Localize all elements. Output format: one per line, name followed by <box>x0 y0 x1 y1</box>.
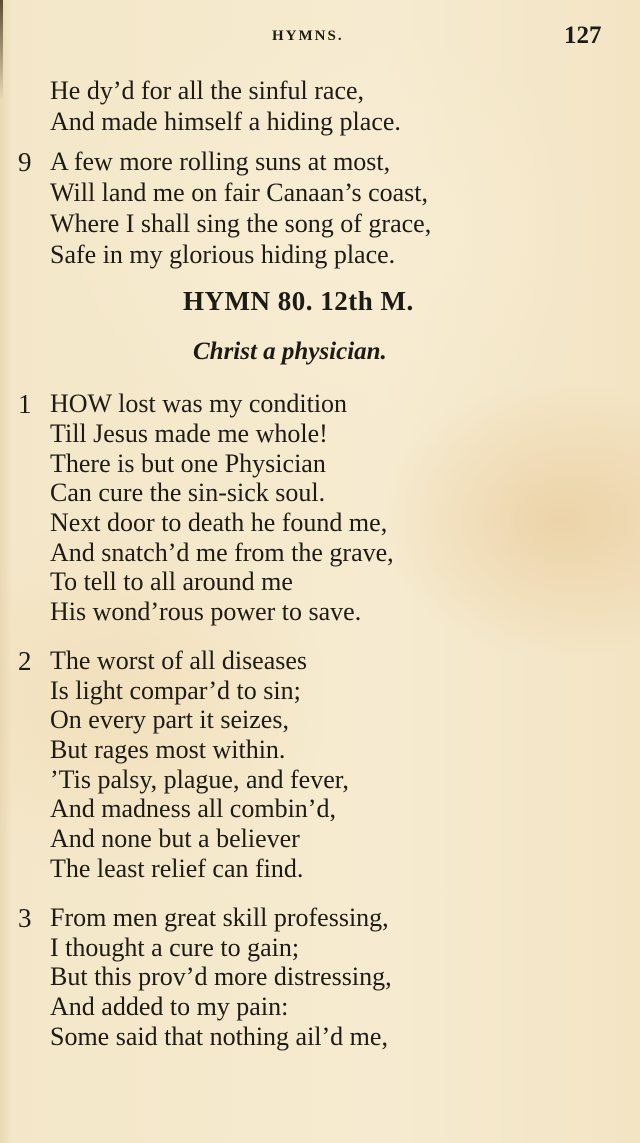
stanza-number: 3 <box>18 903 32 933</box>
verse-line: Some said that nothing ail’d me, <box>50 1022 388 1051</box>
page-header <box>0 22 640 52</box>
verse-line: ’Tis palsy, plague, and fever, <box>50 765 349 794</box>
verse-line: The worst of all diseases <box>50 646 308 675</box>
verse-line: And made himself a hiding place. <box>50 107 401 136</box>
verse-line: Till Jesus made me whole! <box>50 419 328 448</box>
verse-line: And added to my pain: <box>50 992 289 1021</box>
verse-line: Can cure the sin-sick soul. <box>50 478 326 507</box>
stanza-number: 1 <box>18 389 32 419</box>
running-head: HYMNS. <box>272 28 344 44</box>
verse-line: On every part it seizes, <box>50 705 289 734</box>
verse-line: He dy’d for all the sinful race, <box>50 76 365 105</box>
verse-line: Is light compar’d to sin; <box>50 676 301 705</box>
page-number: 127 <box>564 22 602 49</box>
verse-line: From men great skill professing, <box>50 903 389 932</box>
hymn-subtitle: Christ a physician. <box>193 338 387 365</box>
verse-line: I thought a cure to gain; <box>50 933 300 962</box>
stanza-number: 9 <box>18 147 32 177</box>
verse-line: The least relief can find. <box>50 854 304 883</box>
stanza-number: 2 <box>18 646 32 676</box>
verse-line: A few more rolling suns at most, <box>50 147 391 176</box>
verse-line: But this prov’d more distressing, <box>50 962 392 991</box>
verse-line: And madness all combin’d, <box>50 794 336 823</box>
verse-line: But rages most within. <box>50 735 286 764</box>
hymn-title: HYMN 80. 12th M. <box>183 286 414 316</box>
verse-line: His wond’rous power to save. <box>50 597 362 626</box>
verse-line: To tell to all around me <box>50 567 293 596</box>
verse-line: Safe in my glorious hiding place. <box>50 240 396 269</box>
verse-line: There is but one Physician <box>50 449 326 478</box>
verse-line: And snatch’d me from the grave, <box>50 538 394 567</box>
verse-line: HOW lost was my condition <box>50 389 348 418</box>
verse-line: Next door to death he found me, <box>50 508 388 537</box>
verse-line: And none but a believer <box>50 824 300 853</box>
verse-line: Will land me on fair Canaan’s coast, <box>50 178 429 207</box>
verse-line: Where I shall sing the song of grace, <box>50 209 432 238</box>
